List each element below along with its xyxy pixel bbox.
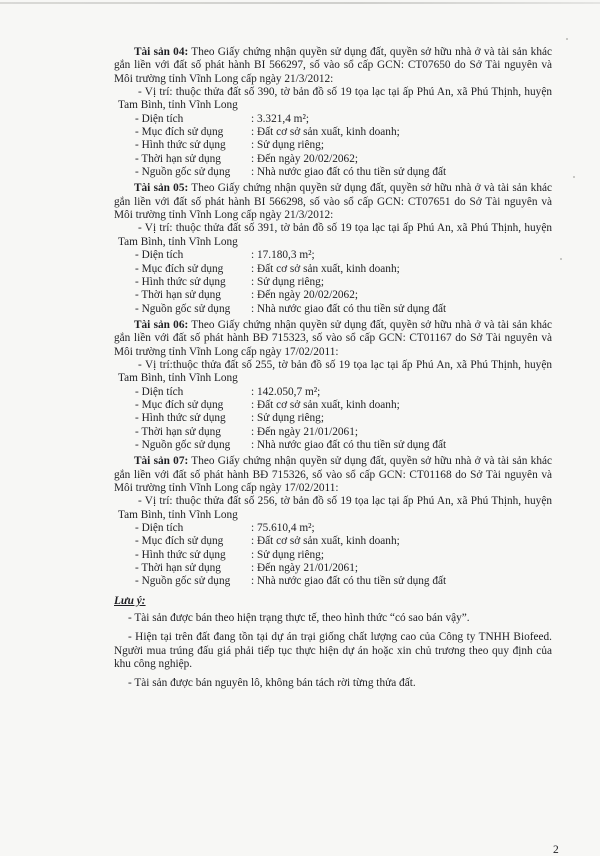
asset-row-term — [114, 426, 552, 439]
page-number: 2 — [553, 844, 559, 856]
asset-row-purpose — [114, 263, 552, 276]
row-value: : Sử dụng riêng; — [251, 548, 324, 561]
row-label: - Nguồn gốc sử dụng — [135, 438, 231, 451]
asset-row-form — [114, 549, 552, 562]
asset-intro — [114, 319, 552, 359]
row-value: : Nhà nước giao đất có thu tiền sử dụng đất — [251, 575, 447, 588]
row-label: - Thời hạn sử dụng — [135, 289, 221, 302]
row-value: : Đến ngày 21/01/2061; — [251, 562, 358, 575]
row-value: : 142.050,7 m²; — [251, 385, 321, 398]
asset-row-purpose — [114, 399, 552, 412]
asset-row-area — [114, 522, 552, 535]
row-label: - Hình thức sử dụng — [135, 412, 226, 425]
asset-row-area — [114, 113, 552, 126]
row-label: - Diện tích — [135, 249, 184, 262]
asset-row-form — [114, 276, 552, 289]
asset-row-origin — [114, 303, 552, 316]
asset-row-origin — [114, 575, 552, 588]
row-value: : Đến ngày 20/02/2062; — [251, 289, 358, 302]
asset-intro-text: Theo Giấy chứng nhận quyền sử dụng đất, quyền sở hữu nhà ở và tài sản khác gắn liền với đất số phát hành BI 566297, số vào sổ cấp GCN: CT07650 do Sở Tài nguyên và Môi trường tỉnh Vĩnh Long cấp ngày 21/3/2012: — [114, 46, 552, 85]
row-label: - Thời hạn sử dụng — [135, 152, 221, 165]
row-value: : Sử dụng riêng; — [251, 412, 324, 425]
asset-section — [114, 319, 552, 452]
asset-row-area — [114, 386, 552, 399]
row-label: - Diện tích — [135, 522, 184, 535]
asset-heading: Tài sản 07: — [134, 455, 189, 468]
asset-section — [114, 46, 552, 179]
row-value: : 75.610,4 m²; — [251, 522, 315, 535]
asset-location: - Vị trí: thuộc thửa đất số 256, tờ bản đồ số 19 tọa lạc tại ấp Phú An, xã Phú Thịnh, huyện Tam Bình, tỉnh Vĩnh Long — [118, 495, 552, 521]
row-value: : Nhà nước giao đất có thu tiền sử dụng đất — [251, 166, 447, 179]
scan-top-edge — [0, 2, 600, 4]
asset-heading: Tài sản 06: — [134, 318, 189, 331]
asset-intro-text: Theo Giấy chứng nhận quyền sử dụng đất, quyền sở hữu nhà ở và tài sản khác gắn liền với đất số phát hành BI 566298, số vào sổ cấp GCN: CT07651 do Sở Tài nguyên và Môi trường tỉnh Vĩnh Long cấp ngày 21/3/2012: — [114, 182, 552, 222]
document-page — [114, 46, 552, 697]
row-label: - Mục đích sử dụng — [135, 398, 224, 411]
asset-section — [114, 455, 552, 588]
row-value: : Nhà nước giao đất có thu tiền sử dụng đất — [251, 438, 447, 451]
asset-row-term — [114, 562, 552, 575]
asset-row-form — [114, 139, 552, 152]
row-label: - Hình thức sử dụng — [135, 275, 226, 288]
row-value: : Sử dụng riêng; — [251, 275, 324, 288]
row-value: : 17.180,3 m²; — [251, 249, 315, 262]
row-value: : Sử dụng riêng; — [251, 139, 324, 152]
row-value: : Đất cơ sở sản xuất, kinh doanh; — [251, 398, 400, 411]
asset-intro — [114, 182, 552, 222]
asset-section — [114, 182, 552, 315]
asset-row-term — [114, 153, 552, 166]
note-item: - Hiện tại trên đất đang tồn tại dự án trại giống chất lượng cao của Công ty TNHH Biofeed. Người mua trúng đấu giá phải tiếp tục thực hiện dự án hoặc xin chủ trương theo quy định của khu công nghiệp. — [114, 631, 552, 671]
asset-row-purpose — [114, 535, 552, 548]
row-value: : Nhà nước giao đất có thu tiền sử dụng đất — [251, 302, 447, 315]
row-label: - Mục đích sử dụng — [135, 535, 224, 548]
asset-row-purpose — [114, 126, 552, 139]
row-label: - Diện tích — [135, 385, 184, 398]
row-label: - Mục đích sử dụng — [135, 126, 224, 139]
asset-row-form — [114, 412, 552, 425]
scan-speck — [560, 258, 562, 260]
asset-row-area — [114, 249, 552, 262]
row-label: - Mục đích sử dụng — [135, 262, 224, 275]
row-value: : Đất cơ sở sản xuất, kinh doanh; — [251, 126, 400, 139]
row-label: - Nguồn gốc sử dụng — [135, 166, 231, 179]
row-value: : 3.321,4 m²; — [251, 112, 309, 125]
asset-intro — [114, 46, 552, 86]
row-label: - Nguồn gốc sử dụng — [135, 302, 231, 315]
scan-speck — [566, 38, 568, 40]
note-item: - Tài sản được bán theo hiện trạng thực tế, theo hình thức “có sao bán vậy”. — [128, 612, 470, 625]
asset-location: - Vị trí: thuộc thửa đất số 391, tờ bản đồ số 19 tọa lạc tại ấp Phú An, xã Phú Thịnh, huyện Tam Bình, tỉnh Vĩnh Long — [118, 222, 552, 248]
notes-title: Lưu ý: — [114, 594, 146, 607]
row-label: - Hình thức sử dụng — [135, 548, 226, 561]
asset-location: - Vị trí: thuộc thửa đất số 390, tờ bản đồ số 19 tọa lạc tại ấp Phú An, xã Phú Thịnh, huyện Tam Bình, tỉnh Vĩnh Long — [118, 86, 552, 112]
scan-speck — [573, 176, 575, 178]
asset-row-origin — [114, 166, 552, 179]
row-value: : Đất cơ sở sản xuất, kinh doanh; — [251, 535, 400, 548]
asset-location: - Vị trí:thuộc thửa đất số 255, tờ bản đồ số 19 tọa lạc tại ấp Phú An, xã Phú Thịnh, huyện Tam Bình, tỉnh Vĩnh Long — [118, 358, 552, 385]
row-label: - Diện tích — [135, 112, 184, 125]
asset-row-origin — [114, 439, 552, 452]
row-label: - Hình thức sử dụng — [135, 139, 226, 152]
row-label: - Thời hạn sử dụng — [135, 425, 221, 438]
row-value: : Đến ngày 20/02/2062; — [251, 152, 358, 165]
row-label: - Thời hạn sử dụng — [135, 562, 221, 575]
asset-heading: Tài sản 05: — [134, 182, 189, 195]
row-value: : Đất cơ sở sản xuất, kinh doanh; — [251, 262, 400, 275]
asset-intro — [114, 455, 552, 495]
row-label: - Nguồn gốc sử dụng — [135, 575, 231, 588]
asset-intro-text: Theo Giấy chứng nhận quyền sử dụng đất, quyền sở hữu nhà ở và tài sản khác gắn liền với đất số phát hành BĐ 715323, số vào sổ cấp GCN: CT01167 do Sở Tài nguyên và Môi trường tỉnh Vĩnh Long cấp ngày 17/02/2011: — [114, 318, 552, 358]
note-item: - Tài sản được bán nguyên lô, không bán tách rời từng thửa đất. — [128, 677, 416, 690]
row-value: : Đến ngày 21/01/2061; — [251, 425, 358, 438]
asset-heading: Tài sản 04: — [134, 46, 189, 58]
asset-intro-text: Theo Giấy chứng nhận quyền sử dụng đất, quyền sở hữu nhà ở và tài sản khác gắn liền với đất số phát hành BĐ 715326, số vào sổ cấp GCN: CT01168 do Sở Tài nguyên và Môi trường tỉnh Vĩnh Long cấp ngày 17/02/2011: — [114, 455, 552, 494]
asset-row-term — [114, 289, 552, 302]
